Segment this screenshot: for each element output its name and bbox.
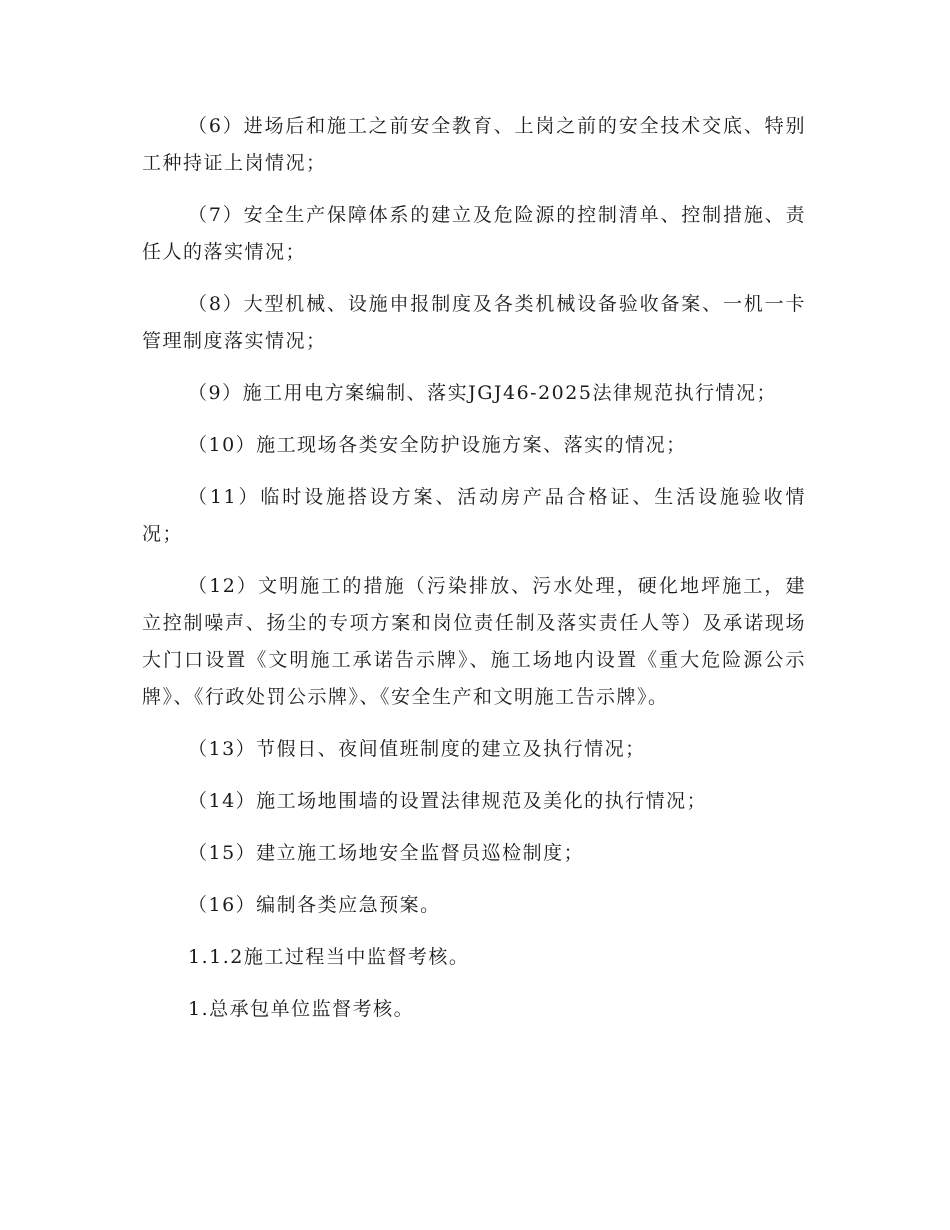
paragraph-item-6: （6）进场后和施工之前安全教育、上岗之前的安全技术交底、特别工种持证上岗情况； — [142, 115, 806, 174]
section-heading-1-1-2: 1.1.2施工过程当中监督考核。 — [188, 946, 470, 968]
paragraph-item-11: （11）临时设施搭设方案、活动房产品合格证、生活设施验收情况； — [142, 486, 806, 545]
paragraph-item-12: （12）文明施工的措施（污染排放、污水处理，硬化地坪施工，建立控制噪声、扬尘的专项方案和岗位责任制及落实责任人等）及承诺现场大门口设置《文明施工承诺告示牌》、施工场地内设置《重大危险源公示牌》、《行政处罚公示牌》、《安全生产和文明施工告示牌》。 — [142, 575, 806, 708]
paragraph-item-13: （13）节假日、夜间值班制度的建立及执行情况； — [188, 738, 646, 760]
paragraph-item-9: （9）施工用电方案编制、落实JGJ46-2025法律规范执行情况； — [188, 382, 777, 404]
document-body — [142, 108, 806, 1043]
paragraph-item-14: （14）施工场地围墙的设置法律规范及美化的执行情况； — [188, 790, 708, 812]
paragraph-item-10: （10）施工现场各类安全防护设施方案、落实的情况； — [188, 434, 687, 456]
paragraph-item-7: （7）安全生产保障体系的建立及危险源的控制清单、控制措施、责任人的落实情况； — [142, 204, 806, 263]
paragraph-item-15: （15）建立施工场地安全监督员巡检制度； — [188, 842, 585, 864]
paragraph-item-16: （16）编制各类应急预案。 — [188, 894, 441, 916]
subsection-heading-1: 1.总承包单位监督考核。 — [188, 998, 415, 1020]
paragraph-item-8: （8）大型机械、设施申报制度及各类机械设备验收备案、一机一卡管理制度落实情况； — [142, 293, 806, 352]
